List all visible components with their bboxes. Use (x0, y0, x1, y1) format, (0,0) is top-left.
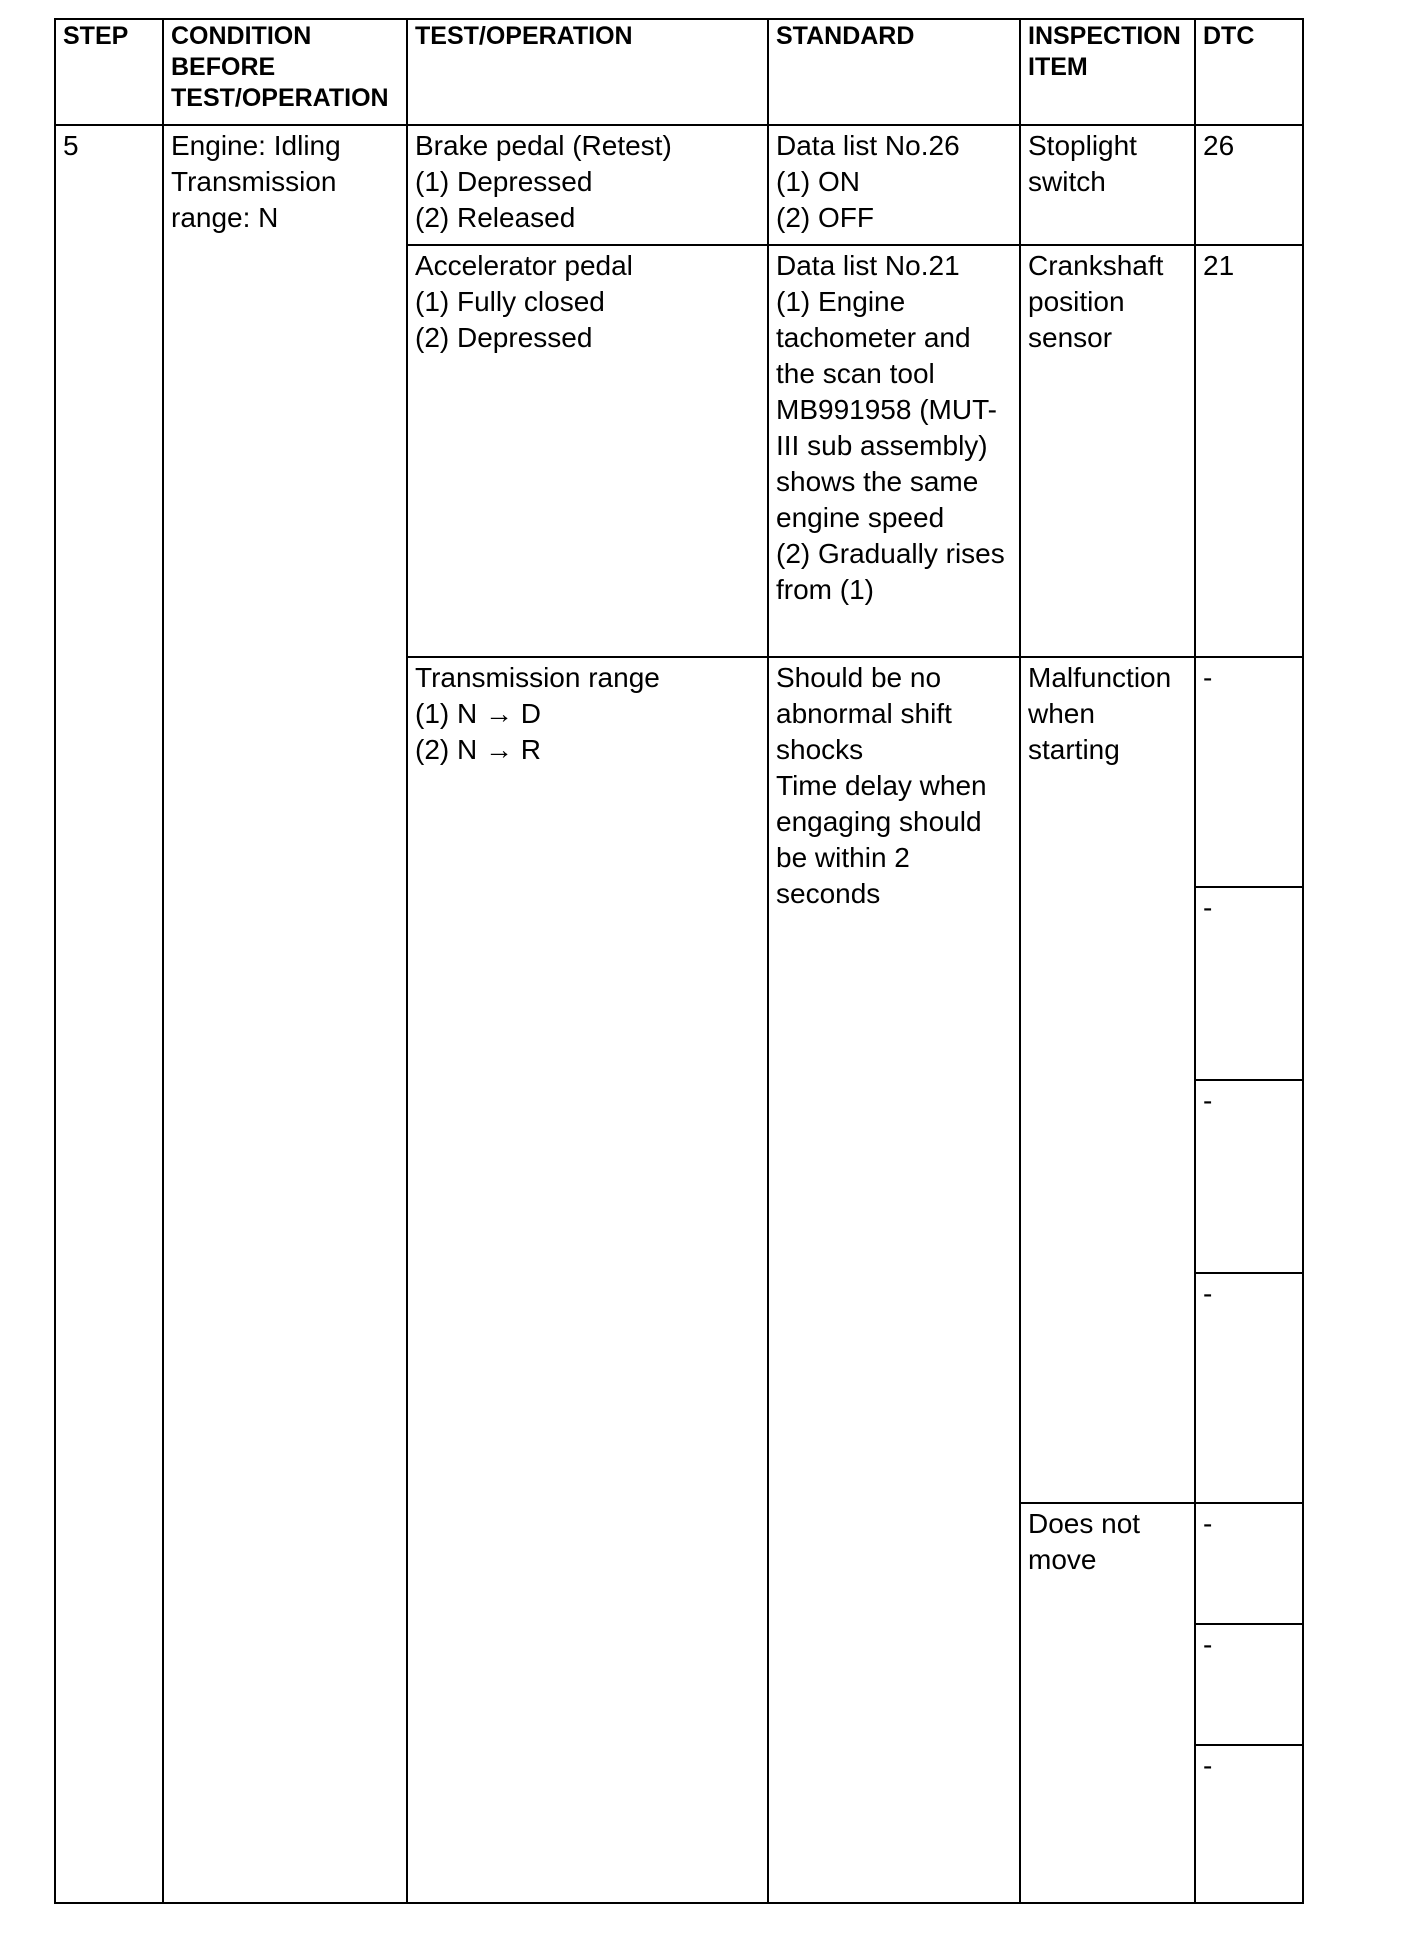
header-step: STEP (55, 19, 163, 125)
dtc-cell: 26 (1195, 125, 1303, 245)
header-dtc: DTC (1195, 19, 1303, 125)
step-number: 5 (55, 125, 163, 1903)
test-operation-cell: Transmission range (1) N → D (2) N → R (407, 657, 768, 1903)
inspection-item-cell: Crankshaft position sensor (1020, 245, 1195, 657)
test-operation-cell: Accelerator pedal (1) Fully closed (2) Depressed (407, 245, 768, 657)
standard-cell: Should be no abnormal shift shocks Time delay when engaging should be within 2 seconds (768, 657, 1020, 1903)
header-row (55, 19, 1303, 125)
dtc-cell: - (1195, 1624, 1303, 1745)
inspection-item-cell: Malfunction when starting (1020, 657, 1195, 1503)
inspection-item-cell: Stoplight switch (1020, 125, 1195, 245)
header-condition: CONDITION BEFORE TEST/OPERATION (163, 19, 407, 125)
condition-cell: Engine: Idling Transmission range: N (163, 125, 407, 1903)
test-operation-cell: Brake pedal (Retest) (1) Depressed (2) Released (407, 125, 768, 245)
header-standard: STANDARD (768, 19, 1020, 125)
dtc-cell: - (1195, 1080, 1303, 1273)
standard-cell: Data list No.26 (1) ON (2) OFF (768, 125, 1020, 245)
inspection-item-cell: Does not move (1020, 1503, 1195, 1903)
header-test-operation: TEST/OPERATION (407, 19, 768, 125)
standard-cell: Data list No.21 (1) Engine tachometer and the scan tool MB991958 (MUT-III sub assembly) shows the same engine speed (2) Gradually rises from (1) (768, 245, 1020, 657)
dtc-cell: - (1195, 657, 1303, 887)
table-row (55, 125, 1303, 245)
dtc-cell: - (1195, 1745, 1303, 1903)
dtc-cell: - (1195, 1273, 1303, 1503)
dtc-cell: - (1195, 887, 1303, 1080)
inspection-table (54, 18, 1304, 1904)
dtc-cell: - (1195, 1503, 1303, 1624)
header-inspection-item: INSPECTION ITEM (1020, 19, 1195, 125)
dtc-cell: 21 (1195, 245, 1303, 657)
